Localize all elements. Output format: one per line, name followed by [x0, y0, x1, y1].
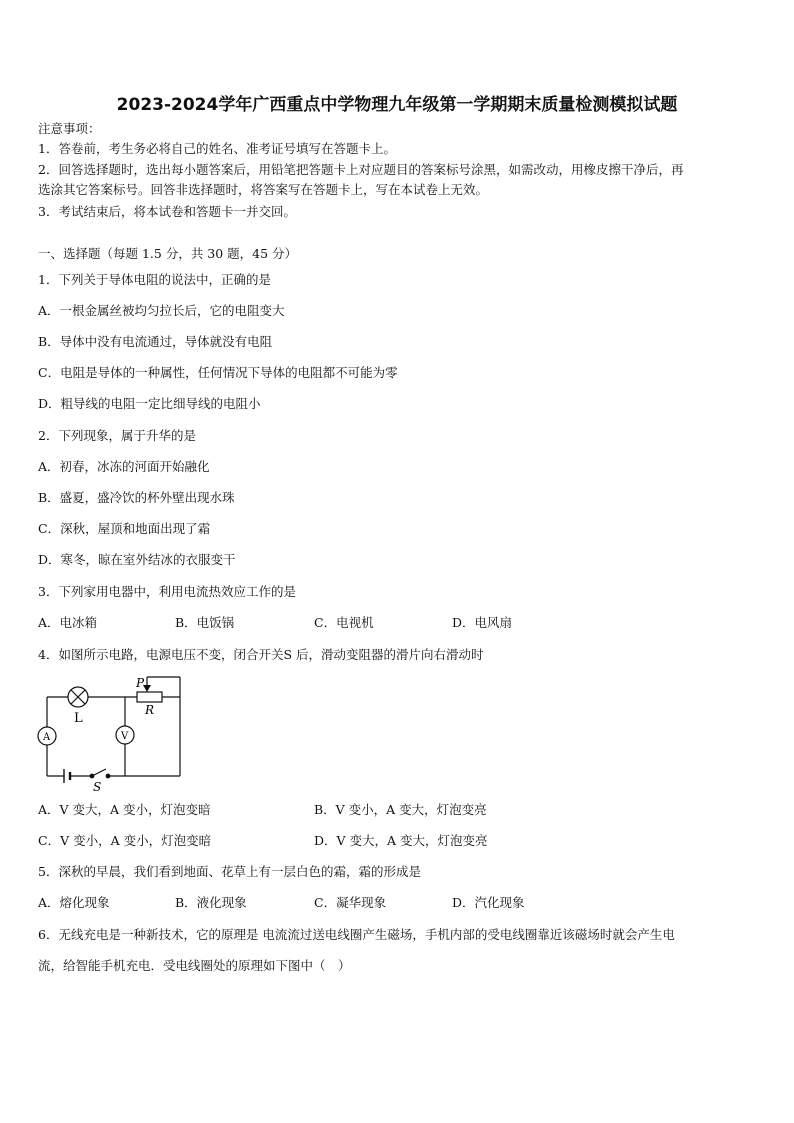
rheostat-icon	[137, 692, 162, 702]
label-P: P	[136, 676, 145, 690]
notice-heading: 注意事项：	[38, 121, 101, 136]
notice-item: 2．回答选择题时，选出每小题答案后，用铅笔把答题卡上对应题目的答案标号涂黑，如需改动，用橡皮擦干净后，再	[38, 162, 684, 177]
answer-option: A．V 变大，A 变小，灯泡变暗	[38, 802, 211, 817]
answer-option: B．导体中没有电流通过，导体就没有电阻	[38, 334, 273, 349]
question-stem: 2．下列现象，属于升华的是	[38, 428, 196, 443]
label-V: V	[121, 731, 129, 742]
answer-option: B．液化现象	[175, 895, 247, 910]
question-stem-continued: 流，给智能手机充电．受电线圈处的原理如下图中（ ）	[38, 958, 351, 973]
question-stem: 3．下列家用电器中，利用电流热效应工作的是	[38, 584, 296, 599]
answer-option: B．电饭锅	[175, 615, 235, 630]
answer-option: C．电视机	[314, 615, 374, 630]
answer-option: A．熔化现象	[38, 895, 110, 910]
answer-option: C．凝华现象	[314, 895, 387, 910]
answer-option: C．深秋，屋顶和地面出现了霜	[38, 521, 211, 536]
section-heading: 一、选择题（每题 1.5 分，共 30 题，45 分）	[38, 246, 298, 261]
answer-option: D．电风扇	[452, 615, 513, 630]
notice-item: 3．考试结束后，将本试卷和答题卡一并交回。	[38, 204, 296, 219]
answer-option: D．汽化现象	[452, 895, 525, 910]
answer-option: B．V 变小，A 变大，灯泡变亮	[314, 802, 487, 817]
question-stem: 4．如图所示电路，电源电压不变，闭合开关S 后，滑动变阻器的滑片向右滑动时	[38, 647, 484, 662]
answer-option: C．V 变小，A 变小，灯泡变暗	[38, 833, 212, 848]
page-title: 2023-2024学年广西重点中学物理九年级第一学期期末质量检测模拟试题	[116, 95, 678, 115]
question-stem: 1．下列关于导体电阻的说法中，正确的是	[38, 272, 271, 287]
answer-option: C．电阻是导体的一种属性，任何情况下导体的电阻都不可能为零	[38, 365, 398, 380]
question-stem: 6．无线充电是一种新技术，它的原理是 电流流过送电线圈产生磁场，手机内部的受电线圈靠近该磁场时就会产生电	[38, 927, 675, 942]
answer-option: A．一根金属丝被均匀拉长后，它的电阻变大	[38, 303, 285, 318]
answer-option: D．寒冬，晾在室外结冰的衣服变干	[38, 552, 236, 567]
label-A: A	[43, 732, 51, 743]
notice-item: 选涂其它答案标号。回答非选择题时，将答案写在答题卡上，写在本试卷上无效。	[38, 182, 489, 197]
answer-option: D．V 变大，A 变大，灯泡变亮	[314, 833, 488, 848]
notice-item: 1．答卷前，考生务必将自己的姓名、准考证号填写在答题卡上。	[38, 141, 396, 156]
label-R: R	[145, 703, 155, 717]
label-S: S	[93, 780, 102, 794]
answer-option: A．电冰箱	[38, 615, 98, 630]
question-stem: 5．深秋的早晨，我们看到地面、花草上有一层白色的霜，霜的形成是	[38, 864, 421, 879]
answer-option: D．粗导线的电阻一定比细导线的电阻小	[38, 396, 261, 411]
circuit-diagram	[30, 670, 200, 795]
answer-option: B．盛夏，盛冷饮的杯外壁出现水珠	[38, 490, 235, 505]
label-L: L	[74, 711, 83, 726]
answer-option: A．初春，冰冻的河面开始融化	[38, 459, 210, 474]
